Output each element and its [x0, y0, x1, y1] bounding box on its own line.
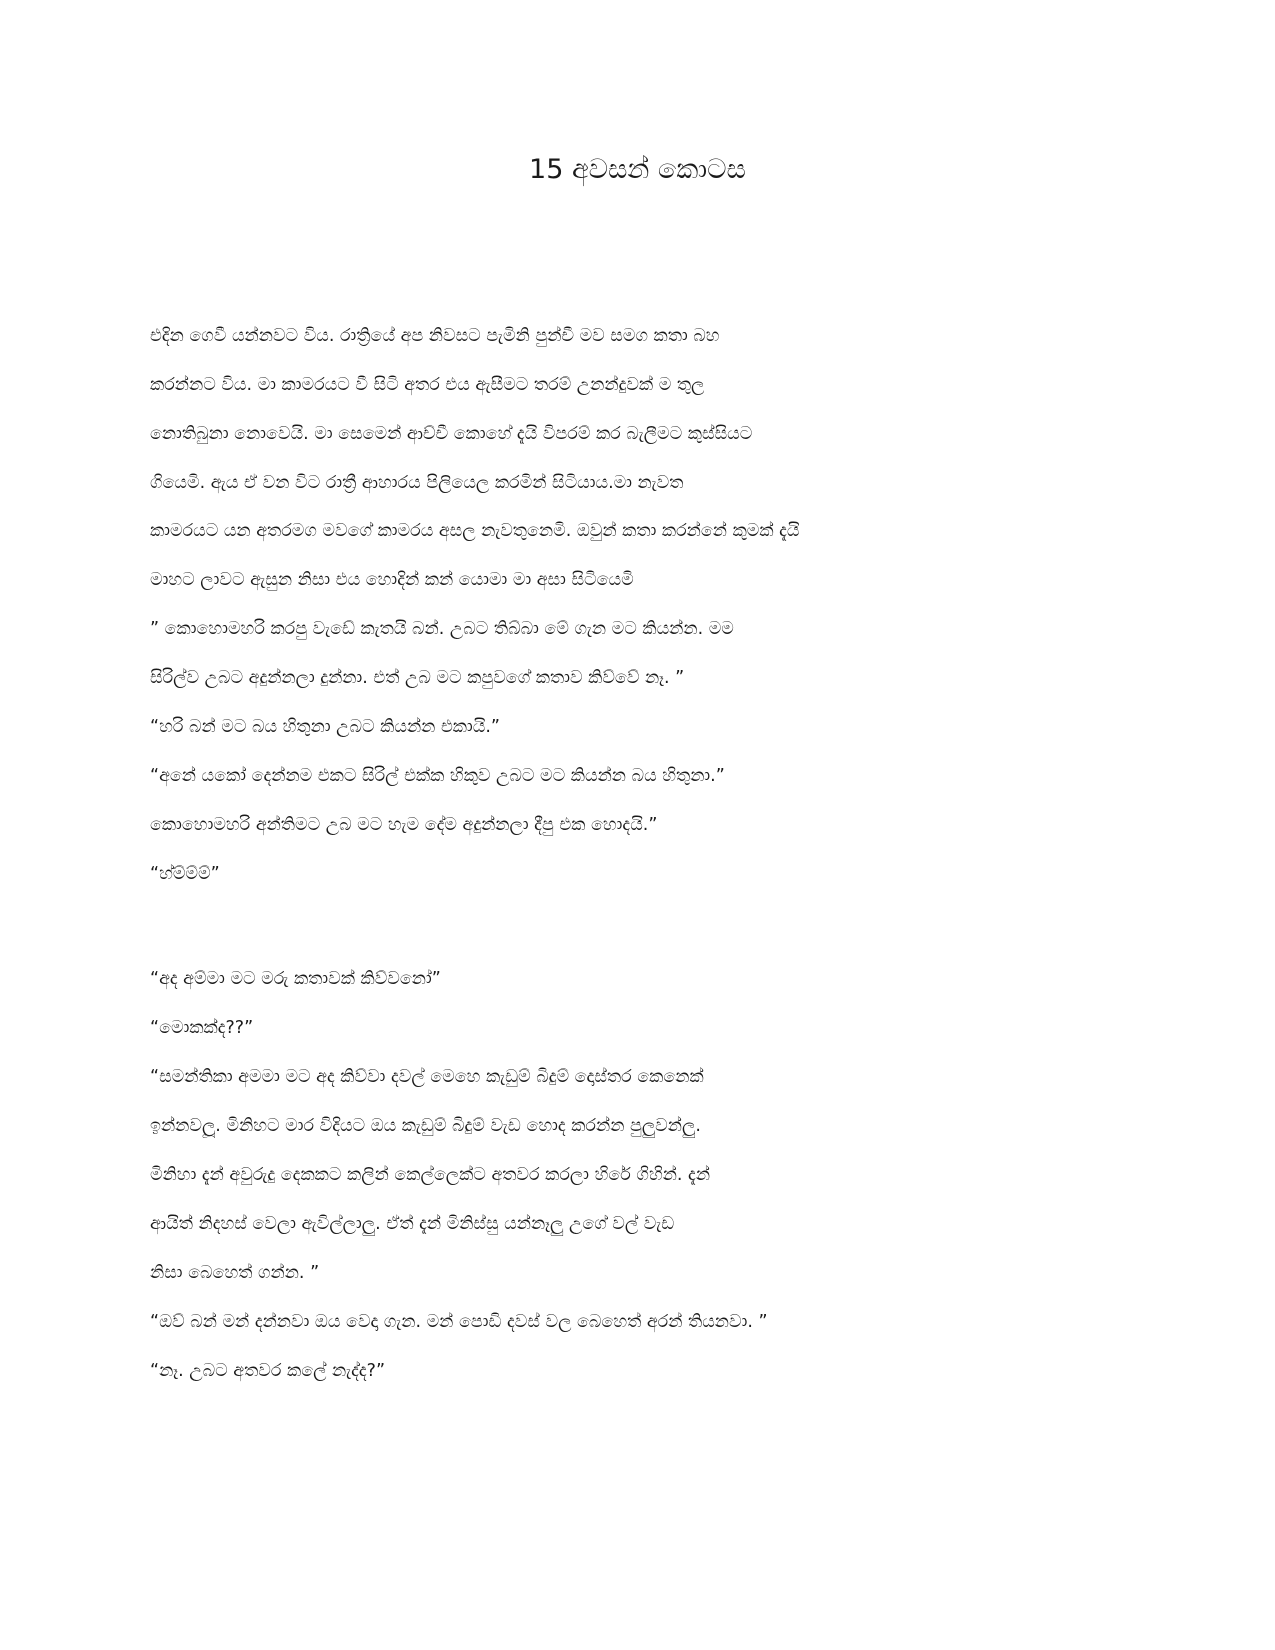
dialogue-line: “ඔව් බන් මන් දන්නවා ඔය වෙදා ගැන. මන් පොඩි දවස් වල බෙහෙත් අරන් තියනවා. ”: [150, 1312, 768, 1332]
dialogue-line: ආයිත් නිදහස් වෙලා ඇවිල්ලාලු. ඒත් දැන් මිනිස්සු යන්නෑලු උගේ වල් වැඩ: [150, 1214, 675, 1234]
dialogue-line: නිසා බෙහෙත් ගන්න. ”: [150, 1263, 320, 1283]
dialogue-line: මිනිහා දැන් අවුරුදු දෙකකට කලින් කෙල්ලෙක්ට අතවර කරලා හිරේ ගිහින්. දැන්: [150, 1165, 711, 1185]
page-title: 15 අවසන් කොටස: [529, 154, 746, 185]
dialogue-line: ඉන්නවලූ. මිනිහට මාර විදියට ඔය කැඩුම් බිදුම් වැඩ හොද කරන්න පුලුවන්ලු.: [150, 1116, 701, 1136]
paragraph-line: කාමරයට යන අතරමග මවගේ කාමරය අසල නැවතුනෙමි. ඔවුන් කතා කරන්නේ කුමක් දැයි: [150, 521, 800, 541]
paragraph-line: කරන්නට විය. මා කාමරයට වී සිටි අතර එය ඇසීමට තරම් උනන්දුවක් ම තුල: [150, 375, 705, 395]
dialogue-line: කොහොමහරි අන්තිමට උබ මට හැම දේම අදුන්නලා දීපු එක හොදයි.”: [150, 815, 658, 835]
dialogue-line: “මොකක්ද??”: [150, 1018, 254, 1038]
paragraph-line: එදින ගෙවී යන්නවට විය. රාත්‍රියේ අප නිවසට පැමිනි පුන්චී මව සමග කතා බහ: [150, 326, 720, 346]
dialogue-line: “සමන්තිකා අමමා මට අද කිව්වා දවල් මෙහෙ කැඩුම් බිදුම් දොස්තර කෙනෙක්: [150, 1067, 704, 1087]
dialogue-line: “නෑ. උබට අතවර කලේ නැද්ද?”: [150, 1361, 386, 1381]
dialogue-line: “අනේ යකෝ දෙන්නම එකට සිරිල් එක්ක හිකුව උබට මට කියන්න බය හිතුනා.”: [150, 766, 725, 786]
dialogue-line: “හරි බන් මට බය හිතුනා උබට කියන්න එකායි.”: [150, 717, 500, 737]
dialogue-line: “හ්ම්ම්ම්”: [150, 864, 220, 884]
paragraph-line: මාහට ලාවට ඇසුන නිසා එය හොදින් කන් යොමා මා අසා සිටියෙමි: [150, 570, 634, 590]
paragraph-line: නොතිබුනා නොවෙයි. මා සෙමෙන් ආච්චී කොහේ දැයි විපරම් කර බැලීමට කුස්සියට: [150, 424, 753, 444]
dialogue-line: “අද අම්මා මට මරු කතාවක් කිව්වනෝ”: [150, 969, 441, 989]
dialogue-line: සිරිල්ව උබට අදුන්නලා දුන්නා. එත් උබ මට කපුවගේ කතාව කිව්වේ නෑ. ”: [150, 668, 685, 688]
dialogue-line: ” කොහොමහරි කරපු වැඩේ කැතයි බන්. උබට තිබ්බා මේ ගැන මට කියන්න. මම: [150, 619, 734, 639]
paragraph-line: ගියෙමි. ඇය ඒ වන විට රාත්‍රී ආහාරය පිලියෙල කරමින් සිටියාය.මා නැවත: [150, 473, 684, 493]
